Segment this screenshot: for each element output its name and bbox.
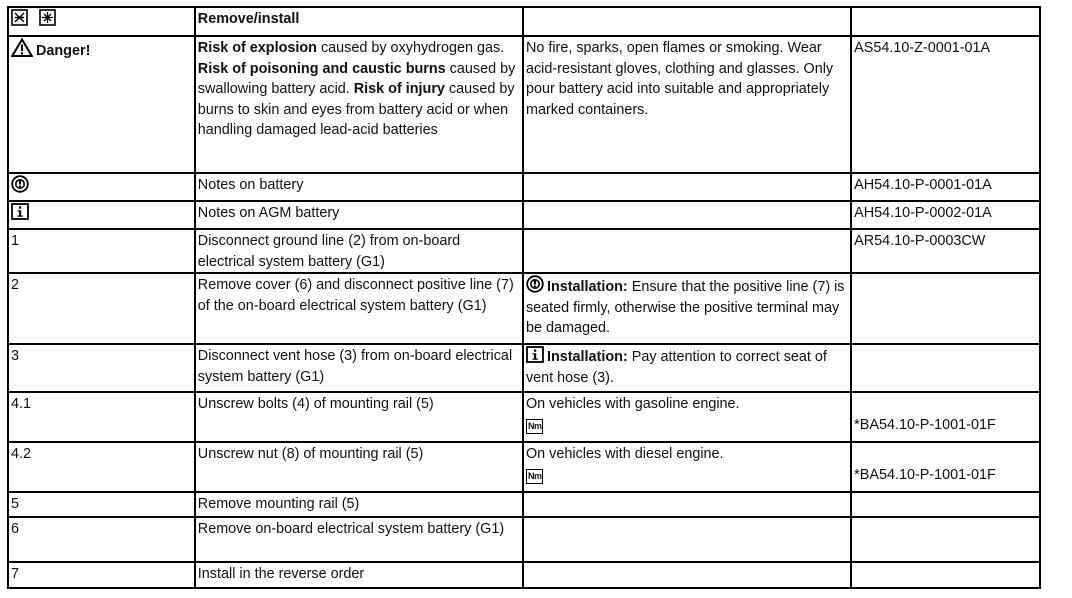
step-number: 1: [8, 229, 195, 273]
remove-symbol-icon: [11, 9, 28, 26]
step-number: 6: [8, 517, 195, 562]
danger-precautions: No fire, sparks, open flames or smoking. Wear acid-resistant gloves, clothing and glasses. Only pour battery acid into suitable and appropriately marked containers.: [523, 36, 851, 173]
procedure-table: [7, 6, 1041, 589]
step-reference: AR54.10-P-0003CW: [851, 229, 1040, 273]
step-text: Install in the reverse order: [195, 562, 523, 588]
danger-label-cell: [8, 36, 195, 173]
step-text: Remove on-board electrical system battery (G1): [195, 517, 523, 562]
step-row: [8, 229, 1040, 273]
step-reference: *BA54.10-P-1001-01F: [851, 392, 1040, 442]
step-number: 7: [8, 562, 195, 588]
step-text: Unscrew nut (8) of mounting rail (5): [195, 442, 523, 492]
step-row: [8, 392, 1040, 442]
step-number: 3: [8, 344, 195, 392]
table-header-row: [8, 7, 1040, 36]
step-number: 2: [8, 273, 195, 344]
danger-description: Risk of explosion caused by oxyhydrogen gas. Risk of poisoning and caustic burns caused by swallowing battery acid. Risk of injury caused by burns to skin and eyes from battery acid or when handling damaged lead-acid batteries: [195, 36, 523, 173]
header-icons-cell: [8, 7, 195, 36]
step-text: Disconnect vent hose (3) from on-board electrical system battery (G1): [195, 344, 523, 392]
danger-row: [8, 36, 1040, 173]
header-title: Remove/install: [195, 7, 523, 36]
notes-battery-reference: AH54.10-P-0001-01A: [851, 173, 1040, 201]
info-icon: [11, 203, 29, 220]
warning-triangle-icon: [11, 38, 33, 57]
step-row: [8, 344, 1040, 392]
danger-reference: AS54.10-Z-0001-01A: [851, 36, 1040, 173]
step-text: Remove cover (6) and disconnect positive line (7) of the on-board electrical system battery (G1): [195, 273, 523, 344]
install-symbol-icon: [39, 9, 56, 26]
step-text: Remove mounting rail (5): [195, 492, 523, 517]
note-gear-icon: [526, 275, 544, 293]
step-note: Installation: Pay attention to correct seat of vent hose (3).: [523, 344, 851, 392]
notes-battery-row: [8, 173, 1040, 201]
torque-nm-icon[interactable]: Nm: [526, 419, 544, 434]
notes-agm-reference: AH54.10-P-0002-01A: [851, 201, 1040, 229]
step-note: Installation: Ensure that the positive line (7) is seated firmly, otherwise the positive terminal may be damaged.: [523, 273, 851, 344]
step-note: On vehicles with diesel engine. Nm: [523, 442, 851, 492]
step-reference: *BA54.10-P-1001-01F: [851, 442, 1040, 492]
notes-agm-row: [8, 201, 1040, 229]
info-icon: [526, 346, 544, 363]
note-gear-icon: [11, 175, 29, 193]
step-row: [8, 273, 1040, 344]
step-text: Unscrew bolts (4) of mounting rail (5): [195, 392, 523, 442]
notes-battery-text: Notes on battery: [195, 173, 523, 201]
notes-agm-text: Notes on AGM battery: [195, 201, 523, 229]
torque-nm-icon[interactable]: Nm: [526, 469, 544, 484]
step-note: On vehicles with gasoline engine. Nm: [523, 392, 851, 442]
step-number: 4.1: [8, 392, 195, 442]
step-row: [8, 442, 1040, 492]
danger-label: Danger!: [36, 43, 91, 59]
step-number: 4.2: [8, 442, 195, 492]
step-row: [8, 562, 1040, 588]
step-number: 5: [8, 492, 195, 517]
step-text: Disconnect ground line (2) from on-board electrical system battery (G1): [195, 229, 523, 273]
step-row: [8, 517, 1040, 562]
step-row: [8, 492, 1040, 517]
